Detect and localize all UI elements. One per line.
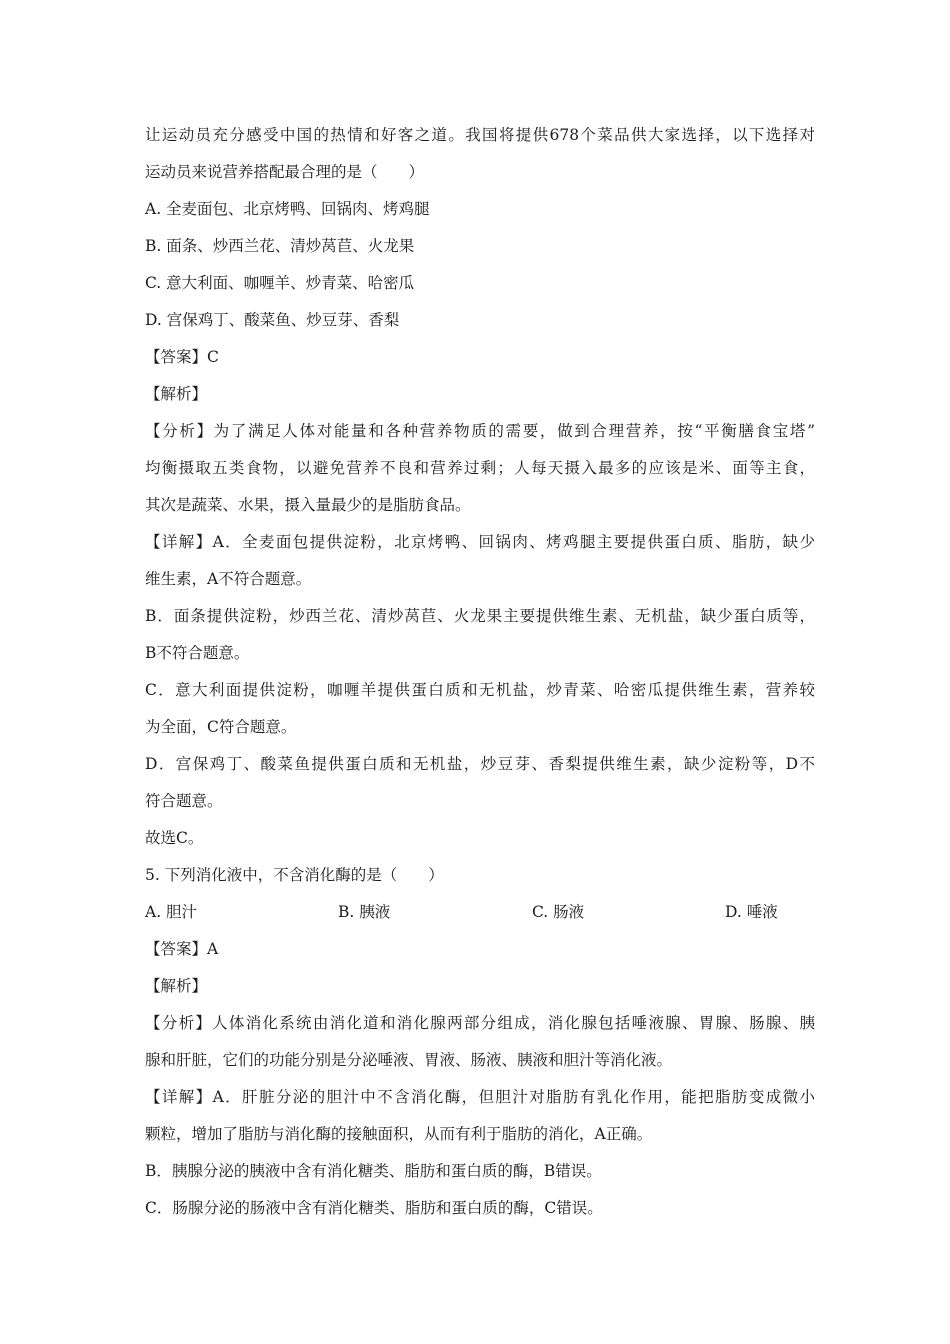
q5-analysis-line-1: 【分析】人体消化系统由消化道和消化腺两部分组成，消化腺包括唾液腺、胃腺、肠腺、胰 bbox=[145, 1014, 815, 1032]
q4-detail-line-1: 【详解】A．全麦面包提供淀粉，北京烤鸭、回锅肉、烤鸡腿主要提供蛋白质、脂肪，缺少 bbox=[145, 533, 815, 551]
q4-analysis-label: 【解析】 bbox=[145, 385, 208, 403]
q5-stem: 5. 下列消化液中，不含消化酶的是（ ） bbox=[145, 866, 444, 884]
q4-answer: 【答案】C bbox=[145, 348, 219, 366]
q4-option-b: B. 面条、炒西兰花、清炒莴苣、火龙果 bbox=[145, 237, 415, 255]
q5-option-a: A. 胆汁 bbox=[145, 903, 198, 921]
q4-conclusion: 故选C。 bbox=[145, 829, 204, 847]
q5-option-c: C. 肠液 bbox=[532, 903, 585, 921]
q4-detail-line-2: 维生素，A不符合题意。 bbox=[145, 570, 312, 588]
q4-option-a: A. 全麦面包、北京烤鸭、回锅肉、烤鸡腿 bbox=[145, 200, 430, 218]
q4-analysis-line-1: 【分析】为了满足人体对能量和各种营养物质的需要，做到合理营养，按“平衡膳食宝塔” bbox=[145, 422, 815, 440]
q4-analysis-line-3: 其次是蔬菜、水果，摄入量最少的是脂肪食品。 bbox=[145, 496, 471, 514]
q5-option-d: D. 唾液 bbox=[725, 903, 778, 921]
q5-option-b: B. 胰液 bbox=[338, 903, 391, 921]
q4-detail-line-7: D．宫保鸡丁、酸菜鱼提供蛋白质和无机盐，炒豆芽、香梨提供维生素，缺少淀粉等，D不 bbox=[145, 755, 815, 773]
q5-analysis-line-2: 腺和肝脏，它们的功能分别是分泌唾液、胃液、肠液、胰液和胆汁等消化液。 bbox=[145, 1051, 673, 1069]
q5-detail-line-2: 颗粒，增加了脂肪与消化酶的接触面积，从而有利于脂肪的消化，A正确。 bbox=[145, 1125, 653, 1143]
q5-answer: 【答案】A bbox=[145, 940, 219, 958]
q4-detail-line-5: C．意大利面提供淀粉，咖喱羊提供蛋白质和无机盐，炒青菜、哈密瓜提供维生素，营养较 bbox=[145, 681, 815, 699]
q4-option-c: C. 意大利面、咖喱羊、炒青菜、哈密瓜 bbox=[145, 274, 415, 292]
q5-detail-line-4: C．肠腺分泌的肠液中含有消化糖类、脂肪和蛋白质的酶，C错误。 bbox=[145, 1199, 603, 1217]
q5-detail-line-3: B．胰腺分泌的胰液中含有消化糖类、脂肪和蛋白质的酶，B错误。 bbox=[145, 1162, 602, 1180]
q4-stem-line-2: 运动员来说营养搭配最合理的是（ ） bbox=[145, 163, 425, 181]
q4-detail-line-6: 为全面，C符合题意。 bbox=[145, 718, 297, 736]
q4-analysis-line-2: 均衡摄取五类食物，以避免营养不良和营养过剩；人每天摄入最多的应该是米、面等主食， bbox=[145, 459, 815, 477]
q4-detail-line-4: B不符合题意。 bbox=[145, 644, 250, 662]
q5-analysis-label: 【解析】 bbox=[145, 977, 208, 995]
q5-detail-line-1: 【详解】A．肝脏分泌的胆汁中不含消化酶，但胆汁对脂肪有乳化作用，能把脂肪变成微小 bbox=[145, 1088, 815, 1106]
q4-option-d: D. 宫保鸡丁、酸菜鱼、炒豆芽、香梨 bbox=[145, 311, 400, 329]
q4-stem-line-1: 让运动员充分感受中国的热情和好客之道。我国将提供678个菜品供大家选择，以下选择对 bbox=[145, 126, 815, 144]
q4-detail-line-8: 符合题意。 bbox=[145, 792, 223, 810]
q4-detail-line-3: B．面条提供淀粉，炒西兰花、清炒莴苣、火龙果主要提供维生素、无机盐，缺少蛋白质等， bbox=[145, 607, 815, 625]
